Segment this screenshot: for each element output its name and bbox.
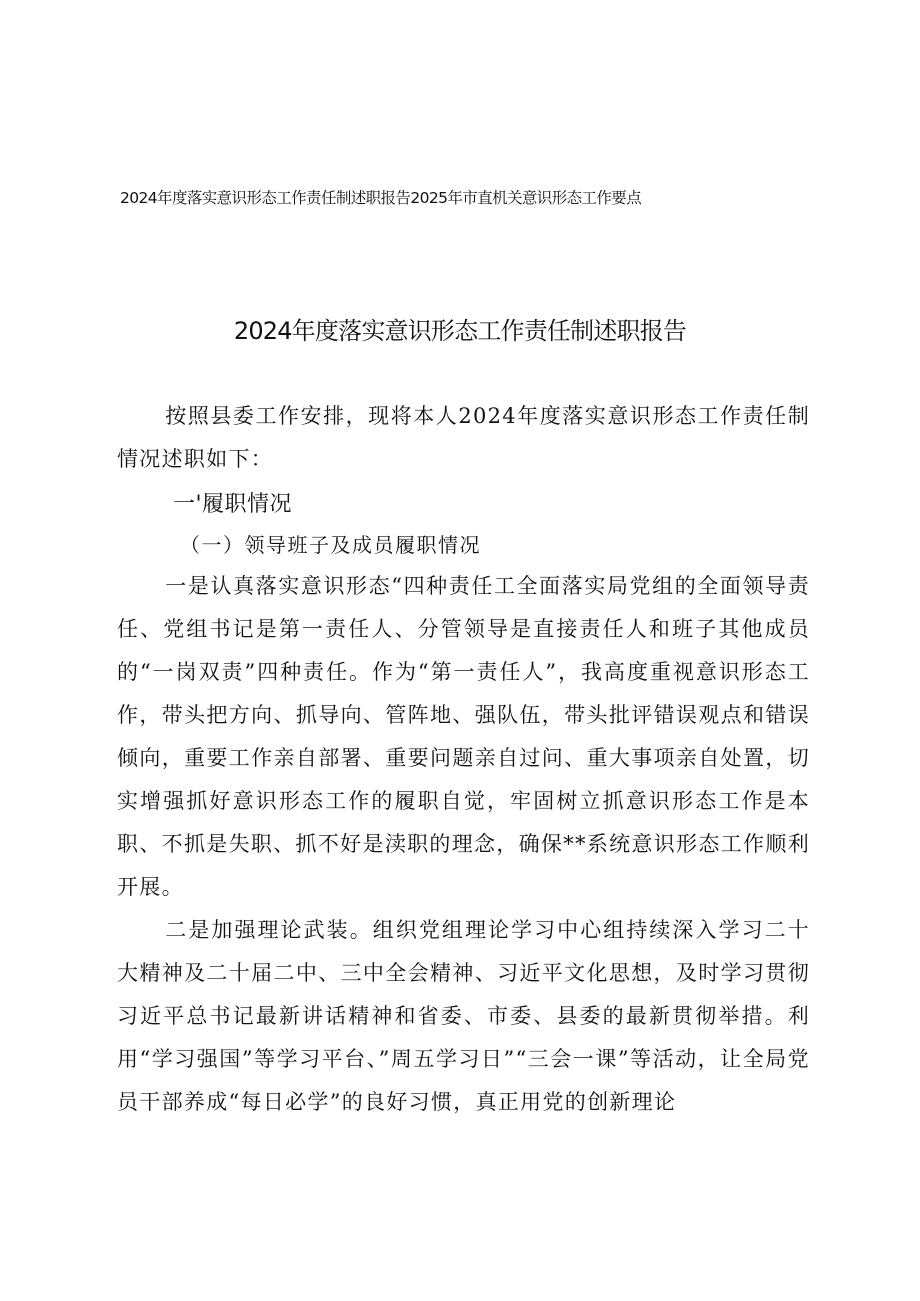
- document-title: 2024年度落实意识形态工作责任制述职报告: [233, 317, 687, 345]
- paragraph-theory-study: 二是加强理论武装。组织党组理论学习中心组持续深入学习二十大精神及二十届二中、三中全会精神、习近平文化思想，及时学习贯彻习近平总书记最新讲话精神和省委、市委、县委的最新贯彻举措。利用“学习强国”等学习平台、”周五学习日”“三会一课”等活动，让全局党员干部养成“每日必学”的良好习惯，真正用党的创新理论: [117, 918, 810, 1114]
- section-heading-performance: 一'履职情况: [173, 492, 293, 517]
- subsection-heading-leadership: （一）领导班子及成员履职情况: [180, 533, 481, 557]
- document-header-line: 2024年度落实意识形态工作责任制述职报告2025年市直机关意识形态工作要点: [120, 189, 642, 207]
- paragraph-responsibility: 一是认真落实意识形态“四种责任工全面落实局党组的全面领导责任、党组书记是第一责任人、分管领导是直接责任人和班子其他成员的“一岗双责”四种责任。作为“第一责任人”，我高度重视意识形态工作，带头把方向、抓导向、管阵地、强队伍，带头批评错误观点和错误倾向，重要工作亲自部署、重要问题亲自过问、重大事项亲自处置，切实增强抓好意识形态工作的履职自觉，牢固树立抓意识形态工作是本职、不抓是失职、抓不好是渎职的理念，确保**系统意识形态工作顺利开展。: [117, 574, 810, 899]
- intro-paragraph: 按照县委工作安排，现将本人2024年度落实意识形态工作责任制情况述职如下：: [117, 404, 810, 471]
- document-body: [117, 395, 810, 1124]
